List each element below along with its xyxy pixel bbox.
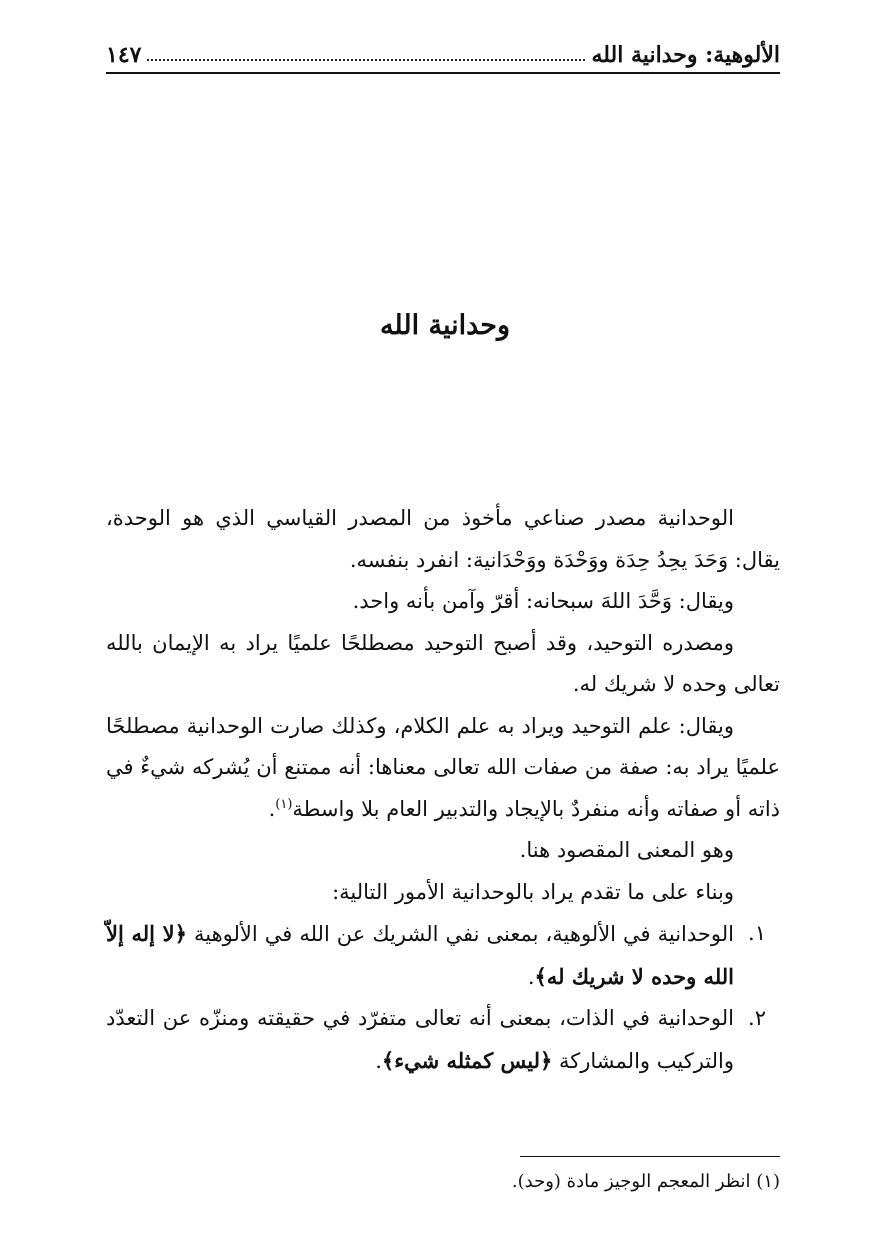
running-header bbox=[106, 38, 780, 74]
header-title: الألوهية: وحدانية الله bbox=[591, 42, 780, 68]
list-item-end: . bbox=[375, 1048, 382, 1073]
paragraph-wahhada: ويقال: وَحَّدَ اللهَ سبحانه: أقرّ وآمن بأنه واحد. bbox=[352, 589, 734, 613]
paragraph-end-mark: . bbox=[268, 796, 276, 821]
list-item-text: الوحدانية في الألوهية، بمعنى نفي الشريك عن الله في الألوهية bbox=[193, 922, 734, 946]
paragraph-list-intro: وبناء على ما تقدم يراد بالوحدانية الأمور التالية: bbox=[332, 879, 734, 904]
header-dot-leader bbox=[147, 59, 585, 61]
footnote-reference: (١) bbox=[275, 796, 293, 812]
paragraph-tawhid-science bbox=[106, 706, 780, 831]
list-item-text: الوحدانية في الذات، بمعنى أنه تعالى متفرّد في حقيقته ومنزّه عن التعدّد والتركيب والمشاركة bbox=[106, 1006, 734, 1073]
oneness-list bbox=[106, 913, 780, 1082]
paragraph-definition: الوحدانية مصدر صناعي مأخوذ من المصدر القياسي الذي هو الوحدة، يقال: وَحَدَ يحِدُ حِدَة ووَحْدَة ووَحْدَانية: انفرد بنفسه. bbox=[106, 506, 780, 572]
quran-quote: ﴿ليس كمثله شيء﴾ bbox=[381, 1047, 553, 1073]
list-item-end: . bbox=[527, 964, 535, 989]
list-item bbox=[106, 913, 780, 998]
paragraph-tawhid-science-text: ويقال: علم التوحيد ويراد به علم الكلام، وكذلك صارت الوحدانية مصطلحًا علميًا يراد به: صفة من صفات الله تعالى معناها: أنه ممتنع أن يُشركه شيءٌ في ذاته أو صفاته وأنه منفردٌ بالإيجاد والتدبير العام بلا واسطة bbox=[106, 713, 780, 821]
body-text bbox=[106, 498, 780, 1082]
paragraph-intended-meaning: وهو المعنى المقصود هنا. bbox=[519, 838, 734, 862]
list-item-number: ٢. bbox=[748, 1006, 766, 1030]
page-number: ١٤٧ bbox=[106, 42, 142, 68]
chapter-title: وحدانية الله bbox=[379, 310, 511, 341]
list-item-number: ١. bbox=[748, 921, 766, 945]
footnote-divider bbox=[520, 1156, 780, 1157]
paragraph-tawhid-source: ومصدره التوحيد، وقد أصبح التوحيد مصطلحًا علميًا يراد به الإيمان بالله تعالى وحده لا شريك له. bbox=[106, 630, 780, 696]
list-item bbox=[106, 998, 780, 1082]
quran-quote: ﴿لا إله إلاّ الله وحده لا شريك له﴾ bbox=[106, 921, 734, 989]
footnote: (١) انظر المعجم الوجيز مادة (وحد). bbox=[511, 1171, 780, 1192]
